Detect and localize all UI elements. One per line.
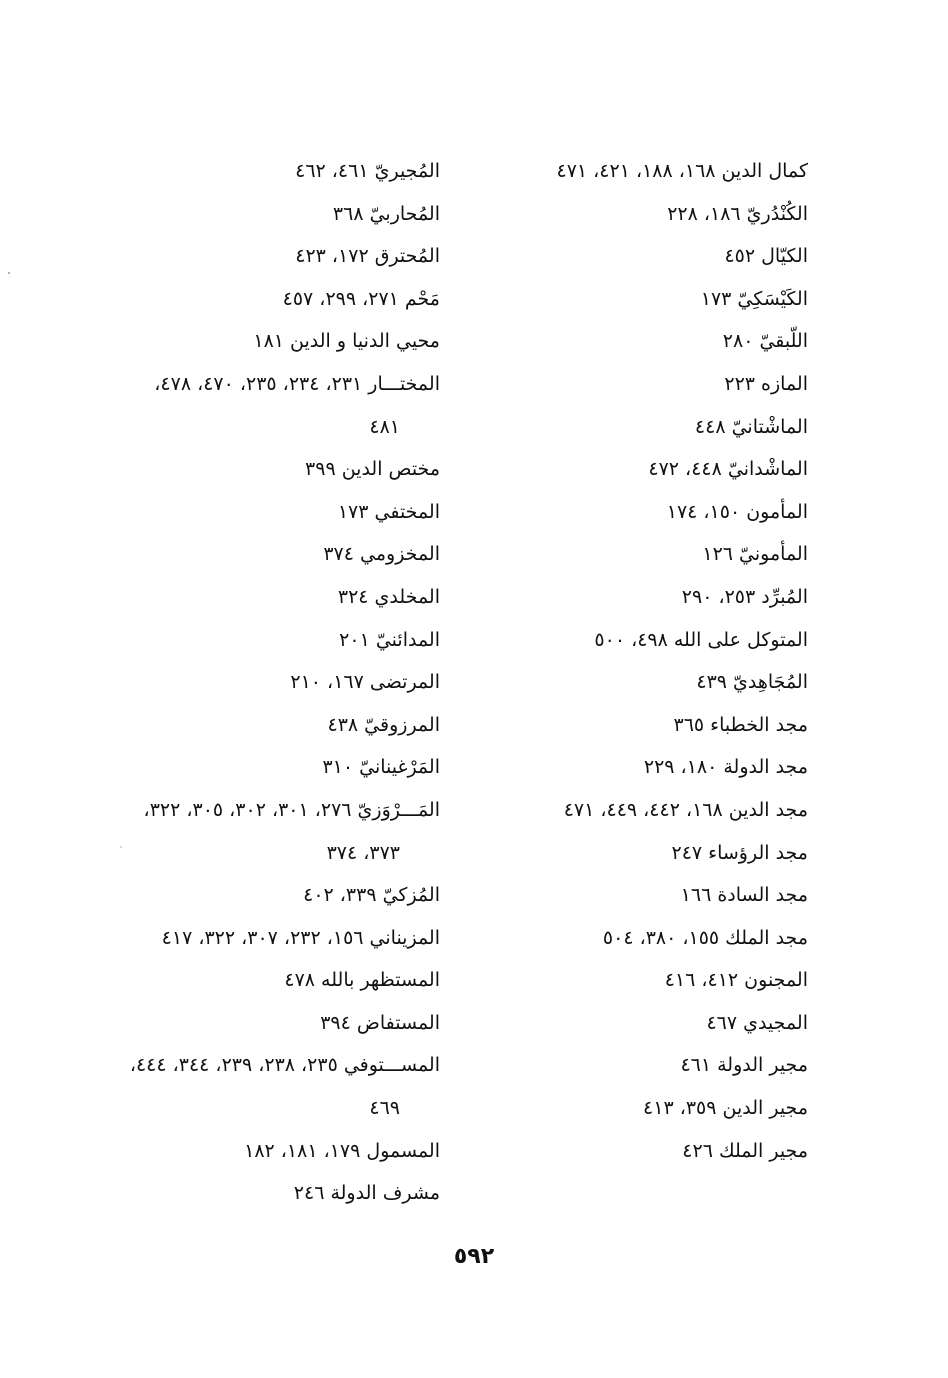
index-entry: محيي الدنيا و الدين ١٨١ [253,330,440,353]
index-entry: المرزوقيّ ٤٣٨ [327,713,440,736]
index-entry: المُحترق ١٧٢، ٤٢٣ [295,245,440,268]
index-entry: المختفي ١٧٣ [337,500,440,523]
index-entry: المدائنيّ ٢٠١ [339,628,440,651]
index-entry-continuation: ٤٦٩ [369,1097,400,1120]
index-entry: مجد الدولة ١٨٠، ٢٢٩ [643,756,808,779]
index-entry: مجد الرؤساء ٢٤٧ [671,841,808,864]
page-number: ٥٩٢ [453,1244,495,1269]
index-entry: المختـــار ٢٣١، ٢٣٤، ٢٣٥، ٤٧٠، ٤٧٨، [154,372,440,395]
index-entry: مجد السادة ١٦٦ [680,884,808,907]
index-entry: مجير الدين ٣٥٩، ٤١٣ [643,1097,808,1120]
index-entry: مَحْم ٢٧١، ٢٩٩، ٤٥٧ [282,287,440,310]
index-column-left [90,150,440,1215]
index-entry: المجيدي ٤٦٧ [706,1011,808,1034]
index-entry: الكَيْسَكِيّ ١٧٣ [700,287,808,310]
index-entry: المُحاربيّ ٣٦٨ [332,202,440,225]
index-entry-continuation: ٣٧٣، ٣٧٤ [326,841,400,864]
index-entry: المجنون ٤١٢، ٤١٦ [664,969,808,992]
scan-speck [8,272,10,274]
index-entry: مجد الخطباء ٣٦٥ [673,713,808,736]
index-entry: المستظهر بالله ٤٧٨ [284,969,440,992]
index-entry: المَـــرْوَزيّ ٢٧٦، ٣٠١، ٣٠٢، ٣٠٥، ٣٢٢، [143,798,440,821]
index-entry: الماشْتانيّ ٤٤٨ [694,415,808,438]
index-entry: المَرْغينانيّ ٣١٠ [322,756,440,779]
index-entry: المخزومي ٣٧٤ [323,543,440,566]
index-entry: المزيناني ١٥٦، ٢٣٢، ٣٠٧، ٣٢٢، ٤١٧ [161,926,440,949]
index-entry: المُجَاهِديّ ٤٣٩ [696,671,808,694]
index-entry: مختص الدين ٣٩٩ [305,458,440,481]
index-entry: مجير الملك ٤٢٦ [682,1139,808,1162]
index-column-right [488,150,808,1172]
index-entry: مشرف الدولة ٢٤٦ [293,1182,440,1205]
index-entry: مجير الدولة ٤٦١ [680,1054,808,1077]
index-entry: المُزكيّ ٣٣٩، ٤٠٢ [303,884,440,907]
index-entry: مجد الدين ١٦٨، ٤٤٢، ٤٤٩، ٤٧١ [563,798,808,821]
index-entry: المأمونيّ ١٢٦ [702,543,808,566]
index-entry: مجد الملك ١٥٥، ٣٨٠، ٥٠٤ [602,926,808,949]
index-entry: المتوكل على الله ٤٩٨، ٥٠٠ [594,628,808,651]
index-entry: الكيّال ٤٥٢ [724,245,808,268]
index-entry: المازه ٢٢٣ [724,372,808,395]
index-entry-continuation: ٤٨١ [369,415,400,438]
index-entry: اللّبقيّ ٢٨٠ [722,330,808,353]
index-entry: المســـتوفي ٢٣٥، ٢٣٨، ٢٣٩، ٣٤٤، ٤٤٤، [129,1054,440,1077]
index-entry: المرتضى ١٦٧، ٢١٠ [290,671,440,694]
index-entry: المسمول ١٧٩، ١٨١، ١٨٢ [244,1139,440,1162]
scan-speck [120,846,122,848]
index-entry: المخلدي ٣٢٤ [337,585,440,608]
index-entry: الكُنْدُريّ ١٨٦، ٢٢٨ [667,202,808,225]
index-entry: كمال الدين ١٦٨، ١٨٨، ٤٢١، ٤٧١ [556,160,808,182]
index-entry: المُجيريّ ٤٦١، ٤٦٢ [295,160,440,182]
index-entry: المُبرِّد ٢٥٣، ٢٩٠ [681,585,808,608]
index-entry: المأمون ١٥٠، ١٧٤ [666,500,808,523]
index-entry: المستفاض ٣٩٤ [320,1011,440,1034]
index-entry: الماشْدانيّ ٤٤٨، ٤٧٢ [648,458,808,481]
